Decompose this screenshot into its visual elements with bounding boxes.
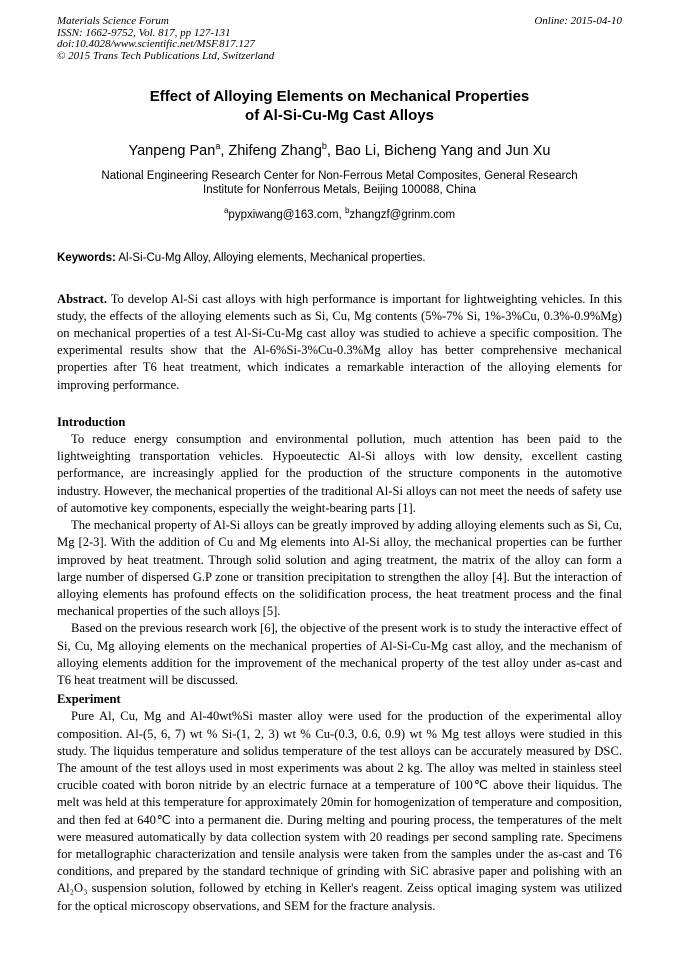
email-affiliation-mark: a — [223, 205, 229, 215]
paper-title — [57, 87, 622, 125]
affiliation-block — [57, 169, 622, 197]
section-heading-introduction: Introduction — [57, 414, 126, 429]
keywords-line — [57, 251, 622, 265]
online-date: Online: 2015-04-10 — [534, 15, 622, 27]
emails-line — [57, 204, 622, 222]
keywords-text: Al-Si-Cu-Mg Alloy, Alloying elements, Mechanical properties. — [115, 251, 426, 264]
section-heading-experiment: Experiment — [57, 692, 121, 707]
journal-header — [57, 16, 622, 62]
introduction-paragraph-3: Based on the previous research work [6], the objective of the present work is to study the interactive effect of Si, Cu, Mg alloying elements on the mechanical properties of Al-Si-Cu-Mg cast alloy, and the mechanism of alloying elements addition for the improvement of the mechanical property of the test alloy under as-cast and T6 heat treatment will be discussed. — [57, 621, 622, 687]
abstract-label: Abstract. — [57, 291, 108, 306]
keywords-label: Keywords: — [57, 251, 116, 264]
author-name: , Bao Li, Bicheng Yang and Jun Xu — [326, 142, 551, 159]
introduction-paragraph-2: The mechanical property of Al-Si alloys can be greatly improved by adding alloying elements such as Si, Cu, Mg [2-3]. With the addition of Cu and Mg elements into Al-Si alloy, the mechanical properties can be further improved by heat treatment. Through solid solution and aging treatment, the matrix of the alloy can form a large number of dispersed G.P zone or transition precipitation to strengthen the alloy [4]. But the interaction of alloying elements has profound effects on the solidification process, the heat treatment process and the final mechanical properties of the such alloys [5]. — [57, 518, 622, 619]
affiliation-line1: National Engineering Research Center for Non-Ferrous Metal Composites, General Research — [101, 169, 578, 182]
email-address: pypxiwang@163.com, — [228, 208, 345, 221]
introduction-paragraph-1: To reduce energy consumption and environmental pollution, much attention has been paid to the lightweighting transportation vehicles. Hypoeutectic Al-Si alloys with low density, excellent casting performance, are increasingly applied for the production of the structure components in the automotive industry. However, the mechanical properties of the traditional Al-Si alloys can not meet the needs of safety use of automotive key components, especially the weight-bearing parts [1]. — [57, 432, 622, 515]
paper-title-line2: of Al-Si-Cu-Mg Cast Alloys — [245, 107, 434, 124]
author-affiliation-mark: b — [321, 141, 327, 151]
abstract-paragraph — [57, 291, 622, 394]
affiliation-line2: Institute for Nonferrous Metals, Beijing 100088, China — [203, 183, 476, 196]
journal-name: Materials Science Forum — [57, 15, 169, 27]
paper-title-line1: Effect of Alloying Elements on Mechanical Properties — [149, 88, 530, 105]
authors-line — [57, 138, 622, 160]
journal-issn-line: ISSN: 1662-9752, Vol. 817, pp 127-131 — [57, 26, 231, 39]
experiment-paragraph-1: Pure Al, Cu, Mg and Al-40wt%Si master alloy were used for the production of the experimental alloy composition. Al-(5, 6, 7) wt % Si-(1, 2, 3) wt % Cu-(0.3, 0.6, 0.9) wt % Mg test alloys were studied in this study. The liquidus temperature and solidus temperature of the test alloys can be accurately measured by DSC. The amount of the test alloys used in most experiments was about 2 kg. The alloy was melted in stainless steel crucible coated with boron nitride by an electric furnace at a temperature of 100℃ above their liquidus. The melt was held at this temperature for approximately 20min for homogenization of temperature and composition, and then fed at 640℃ into a permanent die. During melting and pouring process, the temperatures of the melt were measured automatically by data collection system with 20 readings per second sampling rate. Specimens for metallographic characterization and tensile analysis were taken from the samples under the as-cast and T6 conditions, and prepared by the standard technique of grinding with SiC abrasive paper and polishing with an Al₂O₃ suspension solution, followed by etching in Keller's reagent. Zeiss optical imaging system was utilized for the optical microscopy observations, and SEM for the fracture analysis. — [57, 709, 622, 913]
journal-copyright-line: © 2015 Trans Tech Publications Ltd, Switzerland — [57, 49, 275, 62]
author-name: Yanpeng Pan — [128, 142, 216, 159]
author-name: , Zhifeng Zhang — [220, 142, 322, 159]
abstract-text: To develop Al-Si cast alloys with high performance is important for lightweighting vehicles. In this study, the effects of the alloying elements such as Si, Cu, Mg contents (5%-7% Si, 1%-3%Cu, 0.3%-0.9%Mg) on mechanical properties of a test Al-Si-Cu-Mg cast alloy was studied to achieve a specific composition. The experimental results show that the Al-6%Si-3%Cu-0.3%Mg alloy has better comprehensive mechanical properties after T6 heat treatment, which indicates a remarkable interaction of the alloying elements for improving performance. — [57, 291, 622, 392]
journal-info-block — [57, 16, 274, 62]
journal-doi-line: doi:10.4028/www.scientific.net/MSF.817.127 — [57, 38, 255, 50]
email-affiliation-mark: b — [344, 205, 350, 215]
author-affiliation-mark: a — [215, 141, 221, 151]
email-address: zhangzf@grinm.com — [349, 208, 456, 221]
